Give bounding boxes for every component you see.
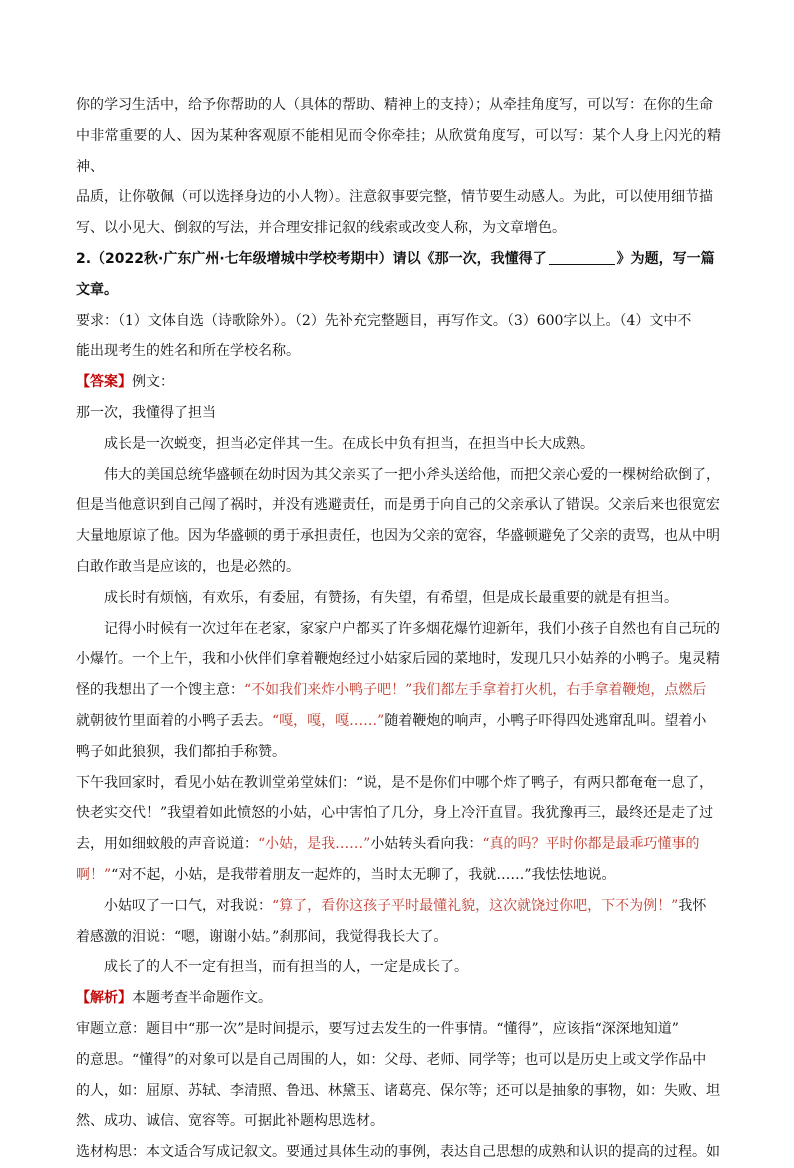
intro-line-2: 中非常重要的人、因为某种客观原不能相见而令你牵挂；从欣赏角度写，可以写：某个人身上闪光的精神、 [76, 127, 721, 175]
shenti-line-2: 的意思。“懂得”的对象可以是自己周围的人，如：父母、老师、同学等；也可以是历史上或文学作品中 [76, 1051, 707, 1068]
essay-p4-quote-1: “不如我们来炸小鸭子吧！”我们都左手拿着打火机，右手拿着鞭炮，点燃后 [244, 682, 707, 699]
essay-paragraph-6 [76, 891, 721, 953]
requirements [76, 306, 721, 368]
analysis-xuancai [76, 1137, 721, 1168]
essay-p5-line-4b: “对不起，小姑，是我带着朋友一起炸的，当时太无聊了，我就……”我怯怯地说。 [111, 866, 616, 883]
question-part-1: 2.（2022秋·广东广州·七年级增城中学校考期中）请以《那一次，我懂得了 [76, 250, 547, 267]
intro-line-3: 品质，让你敬佩（可以选择身边的小人物）。注意叙事要完整，情节要生动感人。为此，可以使用细节描 [76, 189, 713, 206]
essay-title: 那一次，我懂得了担当 [76, 404, 216, 421]
essay-p4-line-2: 小爆竹。一个上午，我和小伙伴们拿着鞭炮经过小姑家后园的菜地时，发现几只小姑养的小鸭子。鬼灵精 [76, 651, 720, 668]
essay-p5-line-3a: 去，用如细蚊般的声音说道： [76, 836, 258, 853]
answer-text: 例文： [132, 374, 174, 391]
essay-paragraph-2 [76, 460, 721, 583]
requirements-line-2: 能出现考生的姓名和所在学校名称。 [76, 343, 300, 360]
essay-p5-quote-2: “真的吗？平时你都是最乖巧懂事的 [482, 836, 700, 853]
question-part-2: 》为题，写一篇 [616, 250, 715, 267]
analysis-shenti [76, 1014, 721, 1137]
essay-p6-line-2: 着感激的泪说：“嗯，谢谢小姑。”刹那间，我觉得我长大了。 [76, 928, 448, 945]
requirements-line-1: 要求：（1）文体自选（诗歌除外）。（2）先补充完整题目，再写作文。（3）600字以上。（4）文中不 [76, 312, 692, 329]
answer-header [76, 367, 721, 398]
essay-p5-line-1: 下午我回家时，看见小姑在教训堂弟堂妹们：“说，是不是你们中哪个炸了鸭子，有两只都奄奄一息了， [76, 774, 714, 791]
question-prompt [76, 244, 721, 306]
essay-paragraph-1: 成长是一次蜕变，担当必定伴其一生。在成长中负有担当，在担当中长大成熟。 [104, 435, 594, 452]
essay-p6-quote: “算了，看你这孩子平时最懂礼貌，这次就饶过你吧，下不为例！” [272, 897, 679, 914]
intro-paragraph [76, 90, 721, 244]
essay-p2-line-2: 但是当他意识到自己闯了祸时，并没有逃避责任，而是勇于向自己的父亲承认了错误。父亲后来也很宽宏 [76, 497, 720, 514]
essay-p4-line-4c: 随着鞭炮的响声，小鸭子吓得四处逃窜乱叫。望着小 [384, 712, 707, 729]
essay-p4-quote-2: “嘎，嘎，嘎……” [272, 712, 385, 729]
essay-p4-line-1: 记得小时候有一次过年在老家，家家户户都买了许多烟花爆竹迎新年，我们小孩子自然也有自己玩的 [104, 620, 720, 637]
essay-p5-quote-2-end: 啊！” [76, 866, 112, 883]
question-line-2: 文章。 [76, 281, 118, 298]
essay-p2-line-1: 伟大的美国总统华盛顿在幼时因为其父亲买了一把小斧头送给他，而把父亲心爱的一棵树给砍倒了， [104, 466, 720, 483]
intro-line-4: 写、以小见大、倒叙的写法，并合理安排记叙的线索或改变人称，为文章增色。 [76, 220, 566, 237]
essay-p4-line-5: 鸭子如此狼狈，我们都拍手称赞。 [76, 743, 286, 760]
essay-paragraph-3: 成长时有烦恼，有欢乐，有委屈，有赞扬，有失望，有希望，但是成长最重要的就是有担当。 [104, 589, 678, 606]
shenti-line-4: 然、成功、诚信、宽容等。可据此补题构思选材。 [76, 1113, 384, 1130]
essay-p5-line-2: 快老实交代！”我望着如此愤怒的小姑，心中害怕了几分，身上冷汗直冒。我犹豫再三，最终还是走了过 [76, 805, 714, 822]
essay-p2-line-3: 大量地原谅了他。因为华盛顿的勇于承担责任，也因为父亲的宽容，华盛顿避免了父亲的责骂，也从中明 [76, 528, 720, 545]
essay-paragraph-5 [76, 768, 721, 891]
essay-p4-line-4a: 就朝彼竹里面着的小鸭子丢去。 [76, 712, 272, 729]
document-page [76, 90, 721, 1168]
essay-p4-line-3a: 怪的我想出了一个馊主意： [76, 682, 244, 699]
analysis-label: 【解析】 [76, 990, 132, 1007]
shenti-line-3: 的人，如：屈原、苏轼、李清照、鲁迅、林黛玉、诸葛亮、保尔等；还可以是抽象的事物，如：失败、坦 [76, 1082, 720, 1099]
xuancai-line-1: 选材构思：本文适合写成记叙文。要通过具体生动的事例，表达自己思想的成熟和认识的提高的过程。如 [76, 1144, 720, 1161]
essay-p5-line-3c: 小姑转头看向我： [370, 836, 483, 853]
essay-p6-line-1c: 我怀 [678, 897, 707, 914]
analysis-header [76, 983, 721, 1014]
essay-p5-quote-1: “小姑，是我……” [258, 836, 371, 853]
shenti-line-1: 审题立意：题目中“那一次”是时间提示，要写过去发生的一件事情。“懂得”，应该指“深深地知道” [76, 1020, 679, 1037]
essay-p2-line-4: 白敢作敢当是应该的，也是必然的。 [76, 558, 300, 575]
intro-line-1: 你的学习生活中，给予你帮助的人（具体的帮助、精神上的支持）；从牵挂角度写，可以写：在你的生命 [76, 97, 713, 113]
title-blank [549, 250, 615, 265]
answer-label: 【答案】 [76, 374, 132, 391]
essay-paragraph-4 [76, 614, 721, 768]
analysis-text: 本题考查半命题作文。 [132, 990, 272, 1007]
essay-p6-line-1a: 小姑叹了一口气，对我说： [104, 897, 272, 914]
essay-paragraph-7: 成长了的人不一定有担当，而有担当的人，一定是成长了。 [104, 959, 468, 976]
